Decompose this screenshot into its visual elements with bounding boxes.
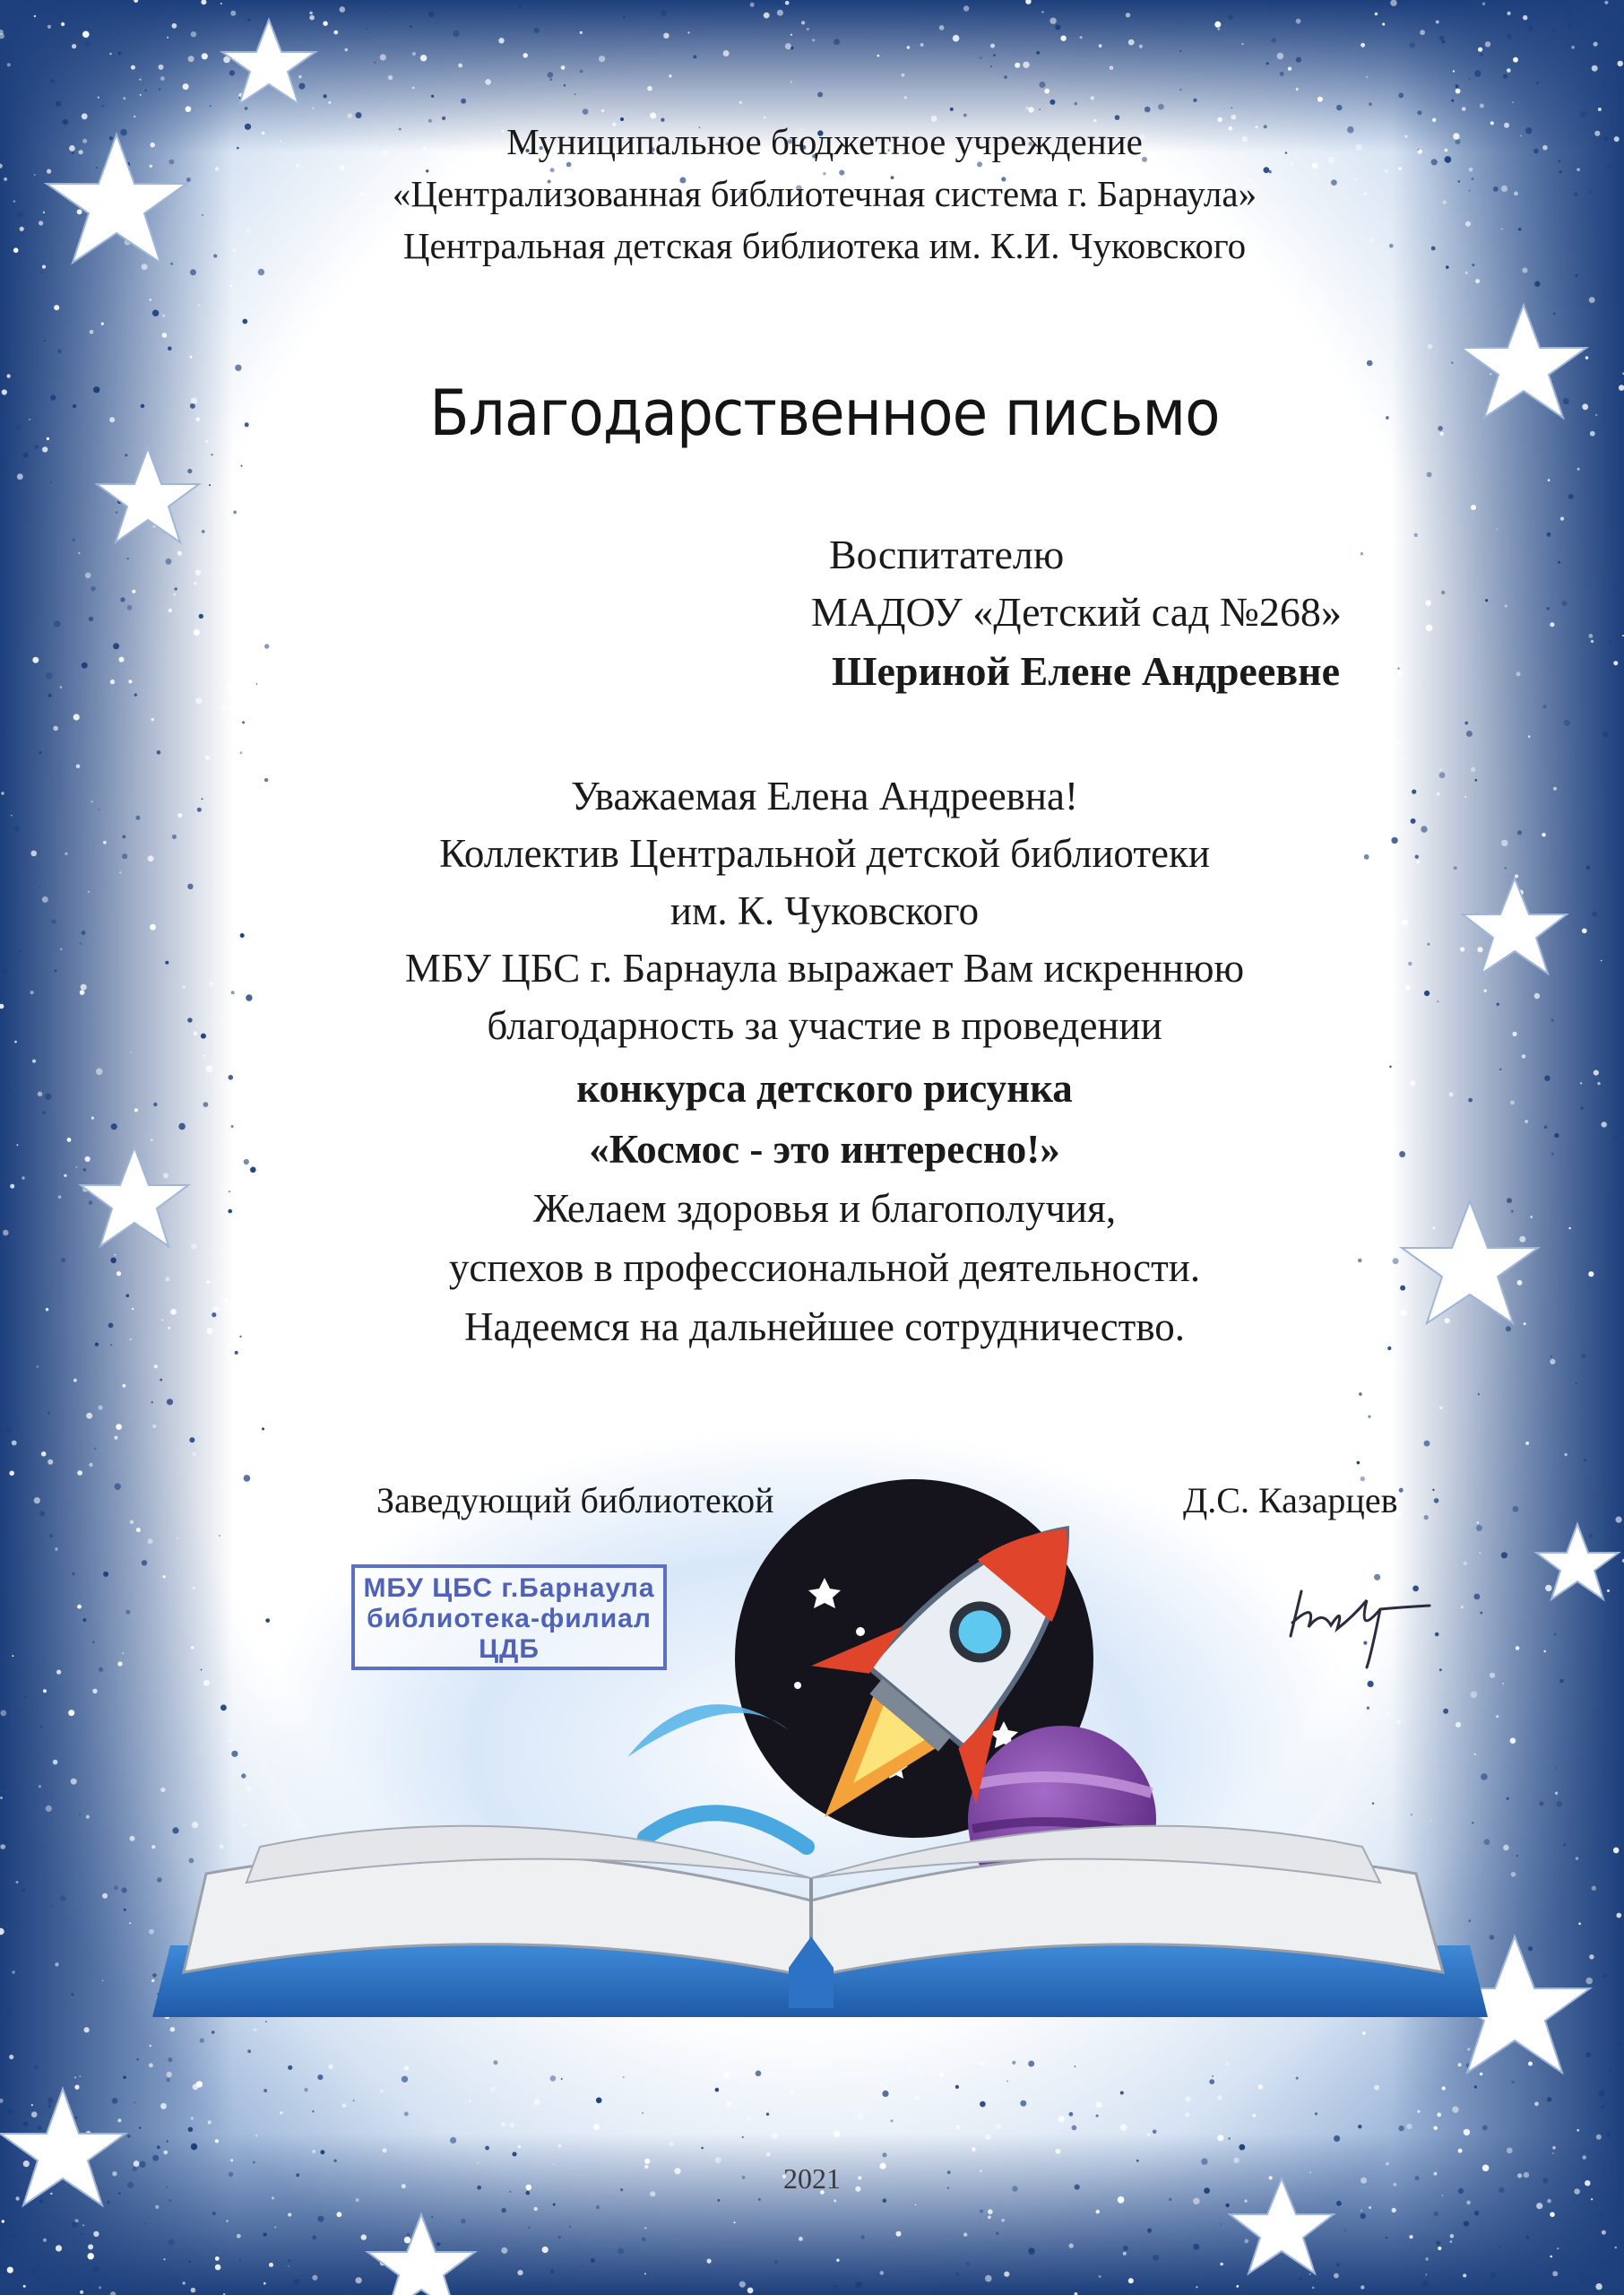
stamp-line-3: ЦДБ [479,1634,540,1664]
stamp-line-2: библиотека-филиал [367,1604,652,1633]
year: 2021 [783,2162,841,2195]
contest-name-line-1: конкурса детского рисунка [576,1066,1073,1111]
body-line-4: МБУ ЦБС г. Барнаула выражает Вам искреннюю [404,946,1245,991]
stamp-line-1: МБУ ЦБС г.Барнаула [363,1573,655,1603]
addressee-line-1: Воспитателю [829,532,1065,577]
greeting: Уважаемая Елена Андреевна! [571,774,1078,818]
body-line-8: Желаем здоровья и благополучия, [532,1186,1117,1231]
body-line-9: успехов в профессиональной деятельности. [448,1245,1201,1290]
body-line-2: Коллектив Центральной детской библиотеки [439,831,1210,876]
body-line-3: им. К. Чуковского [669,888,980,933]
handwritten-signature [1282,1573,1434,1672]
library-stamp [351,1564,667,1670]
contest-name-line-2: «Космос - это интересно!» [589,1127,1060,1172]
addressee-line-2: МАДОУ «Детский сад №268» [811,589,1342,635]
body-line-5: благодарность за участие в проведении [487,1003,1162,1048]
header-line-1: Муниципальное бюджетное учреждение [506,121,1143,162]
signer-name: Д.С. Казарцев [1183,1480,1398,1520]
body-line-10: Надеемся на дальнейшее сотрудничество. [463,1304,1186,1349]
addressee-name: Шериной Елене Андреевне [832,648,1341,694]
header-line-2: «Централизованная библиотечная система г. Барнаула» [392,173,1257,214]
document-title: Благодарственное письмо [429,377,1220,450]
header-line-3: Центральная детская библиотека им. К.И. Чуковского [402,225,1247,266]
signer-position: Заведующий библиотекой [376,1480,774,1520]
